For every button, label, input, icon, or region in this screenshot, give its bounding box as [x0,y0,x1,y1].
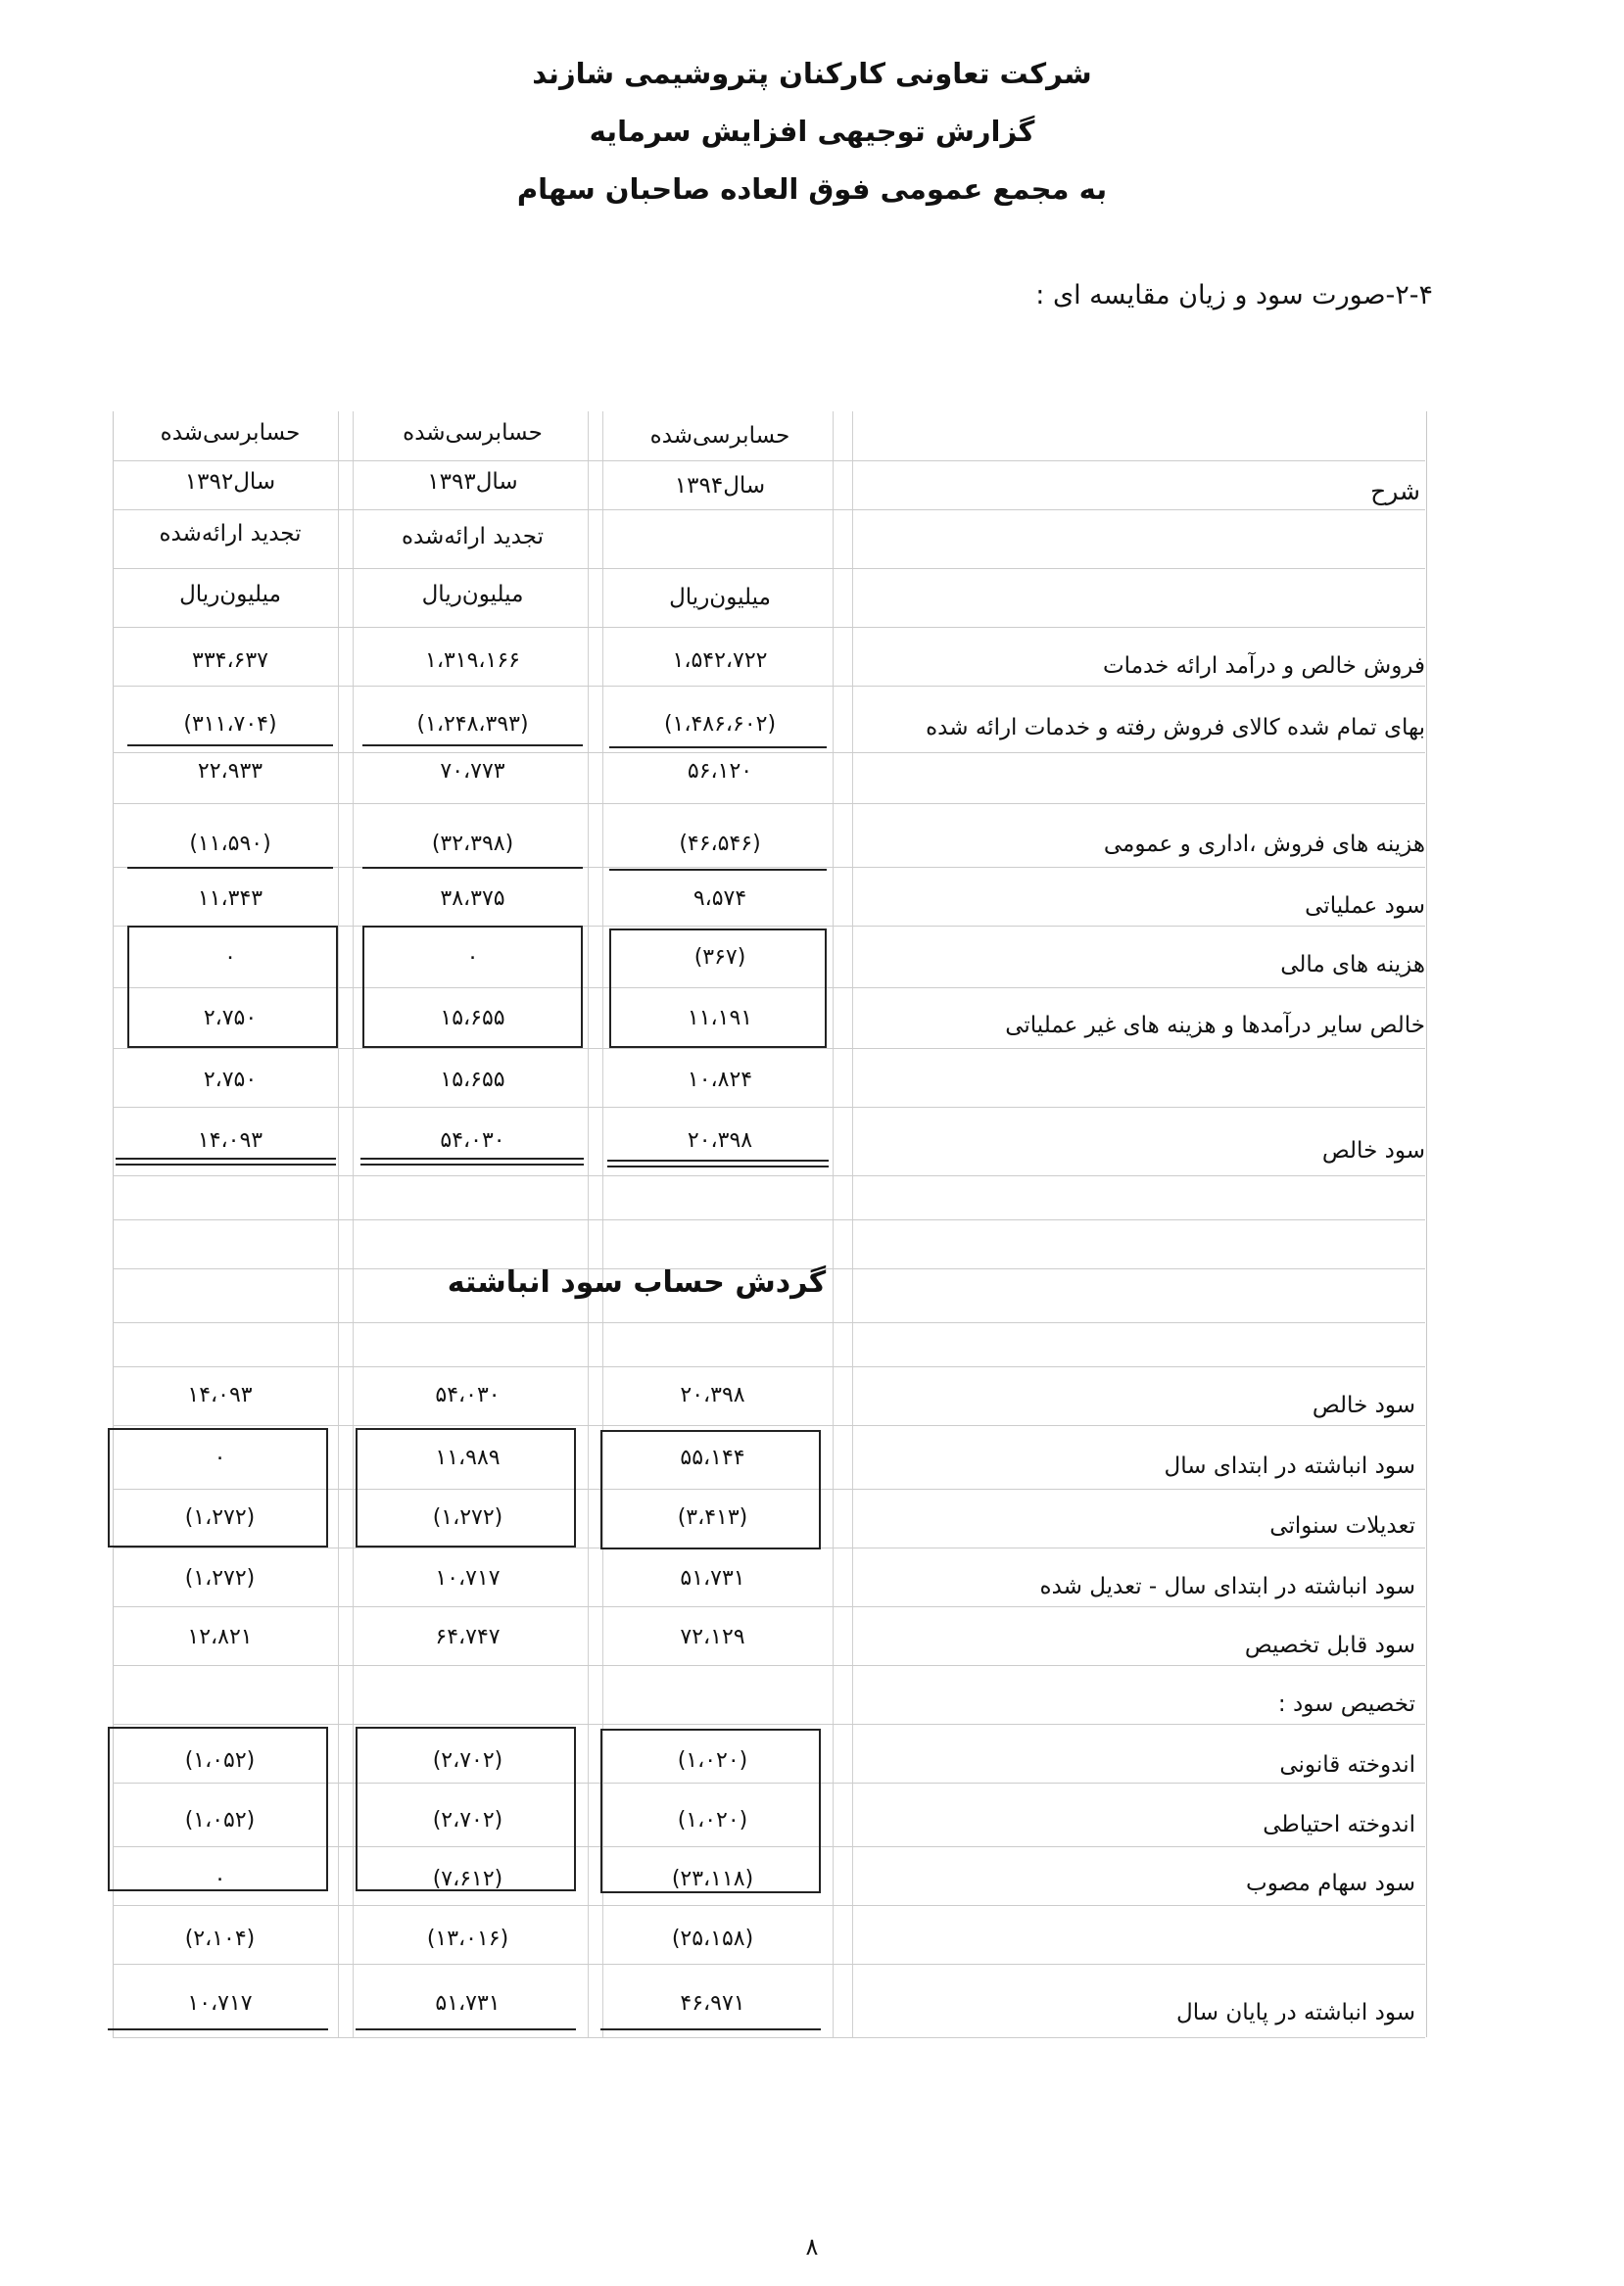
row-value: (۱،۲۷۲) [184,1566,256,1591]
row-gridline [113,1175,1425,1176]
row-value: ۵۴،۰۳۰ [440,1128,505,1153]
row-value: ۷۲،۱۲۹ [680,1625,745,1649]
row-gridline [113,1107,1425,1108]
row-value: ۵۶،۱۲۰ [687,759,753,784]
row-gridline [113,803,1425,804]
row-value: ۱،۳۱۹،۱۶۶ [425,648,520,673]
row-gridline [113,1322,1425,1323]
row-label: اندوخته قانونی [1279,1752,1415,1778]
row-value: (۳۲،۳۹۸) [431,832,514,856]
row-value: (۲،۷۰۲) [432,1748,503,1773]
row-value: ۲،۷۵۰ [203,1006,258,1030]
row-value: ۱۵،۶۵۵ [440,1068,505,1092]
column-divider [852,411,853,2037]
row-value: (۲۵،۱۵۸) [671,1927,754,1951]
description-header: شرح [1370,477,1420,505]
row-value: (۱،۴۸۶،۶۰۲) [663,712,777,737]
row-gridline [113,460,1425,461]
row-gridline [113,1905,1425,1906]
row-value: ۳۸،۳۷۵ [440,886,505,911]
row-label: سود قابل تخصیص [1244,1633,1415,1658]
row-gridline [113,1048,1425,1049]
row-gridline [113,1425,1425,1426]
page-number: ۸ [805,2233,819,2261]
row-value: ۲،۷۵۰ [203,1068,258,1092]
row-gridline [113,1964,1425,1965]
column-divider [338,411,339,2037]
row-label: سود عملیاتی [1305,893,1425,919]
column-divider [588,411,589,2037]
row-value: ۲۰،۳۹۸ [680,1383,745,1407]
row-value: ۹،۵۷۴ [693,886,747,911]
col-header-year-1393: سال۱۳۹۳ [427,469,518,495]
report-title: گزارش توجیهی افزایش سرمایه [589,115,1035,148]
row-gridline [113,1366,1425,1367]
row-value: ۵۴،۰۳۰ [435,1383,501,1407]
row-value: (۴۶،۵۴۶) [679,832,761,856]
row-value: (۱۳،۰۱۶) [426,1927,509,1951]
row-value: ۴۶،۹۷۱ [680,1991,745,2016]
row-value: (۳۶۷) [693,945,746,970]
row-value: ۰ [224,945,236,970]
row-value: ۰ [214,1867,226,1891]
total-line [600,2028,821,2030]
row-gridline [113,1665,1425,1666]
row-value: (۱،۲۷۲) [432,1505,503,1530]
row-label: سود سهام مصوب [1246,1871,1415,1896]
col-header-year-1392: سال۱۳۹۲ [184,469,276,495]
row-value: (۳،۴۱۳) [677,1505,748,1530]
row-label: سود خالص [1312,1393,1415,1418]
subtotal-line [609,869,827,871]
row-value: ۱۴،۰۹۳ [187,1383,253,1407]
retained-earnings-title: گردش حساب سود انباشته [447,1265,827,1300]
subtotal-line [362,744,583,746]
row-gridline [113,568,1425,569]
col-header-audit-1393: حسابرسی‌شده [403,420,543,446]
row-value: (۱،۰۲۰) [677,1808,748,1833]
row-value: ۱۰،۷۱۷ [435,1566,501,1591]
company-name: شرکت تعاونی کارکنان پتروشیمی شازند [532,57,1092,90]
row-label: فروش خالص و درآمد ارائه خدمات [1103,653,1425,679]
row-label: تعدیلات سنواتی [1269,1513,1415,1539]
row-value: ۱۱،۹۸۹ [435,1446,501,1470]
row-label: هزینه های فروش ،اداری و عمومی [1103,832,1425,857]
row-label: سود انباشته در ابتدای سال [1164,1453,1415,1479]
row-gridline [113,1606,1425,1607]
row-value: (۲،۱۰۴) [184,1927,256,1951]
row-value: (۱،۲۴۸،۳۹۳) [416,712,529,737]
total-double-line [607,1160,829,1167]
row-label: سود انباشته در پایان سال [1176,2000,1415,2025]
row-value: ۰ [214,1446,226,1470]
total-line [356,2028,576,2030]
row-gridline [113,2037,1425,2038]
subtotal-line [127,867,333,869]
subtotal-line [362,867,583,869]
report-audience: به مجمع عمومی فوق العاده صاحبان سهام [516,172,1108,206]
row-value: ۷۰،۷۷۳ [440,759,505,784]
row-value: ۱۵،۶۵۵ [440,1006,505,1030]
col-header-audit-1392: حسابرسی‌شده [160,420,301,446]
column-divider [833,411,834,2037]
row-value: ۱۴،۰۹۳ [197,1128,263,1153]
col-header-audit-1394: حسابرسی‌شده [649,423,790,449]
row-value: (۲،۷۰۲) [432,1808,503,1833]
row-label: سود خالص [1321,1138,1425,1164]
section-heading: ۲-۴-صورت سود و زیان مقایسه ای : [1035,280,1433,310]
row-value: ۱۱،۳۴۳ [197,886,263,911]
row-label: بهای تمام شده کالای فروش رفته و خدمات ارائه شده [926,715,1425,740]
row-label: خالص سایر درآمدها و هزینه های غیر عملیاتی [1005,1013,1425,1038]
row-value: ۲۰،۳۹۸ [687,1128,753,1153]
row-gridline [113,1724,1425,1725]
row-value: (۷،۶۱۲) [432,1867,503,1891]
row-gridline [113,1219,1425,1220]
row-value: ۰ [466,945,479,970]
row-value: ۵۵،۱۴۴ [680,1446,745,1470]
row-value: ۵۱،۷۳۱ [680,1566,745,1591]
row-label: هزینه های مالی [1280,952,1425,977]
row-value: ۶۴،۷۴۷ [435,1625,501,1649]
row-gridline [113,627,1425,628]
row-value: (۱۱،۵۹۰) [189,832,271,856]
col-header-unit-1394: میلیون‌ریال [669,585,771,610]
row-label: سود انباشته در ابتدای سال - تعدیل شده [1039,1574,1415,1599]
row-label: تخصیص سود : [1277,1691,1415,1717]
col-header-unit-1393: میلیون‌ریال [421,582,524,607]
row-label: اندوخته احتیاطی [1263,1812,1415,1837]
row-value: ۱۰،۸۲۴ [687,1068,753,1092]
total-line [108,2028,328,2030]
row-value: ۳۳۴،۶۳۷ [192,648,268,673]
row-value: ۱،۵۴۲،۷۲۲ [672,648,768,673]
col-header-year-1394: سال۱۳۹۴ [674,473,766,499]
row-value: (۱،۰۲۰) [677,1748,748,1773]
row-value: ۱۲،۸۲۱ [187,1625,253,1649]
col-header-unit-1392: میلیون‌ریال [179,582,281,607]
row-value: (۱،۰۵۲) [184,1748,256,1773]
row-value: (۱،۲۷۲) [184,1505,256,1530]
column-divider [353,411,354,2037]
subtotal-line [609,746,827,748]
row-gridline [113,686,1425,687]
col-header-restated-1392: تجدید ارائه‌شده [159,521,302,547]
row-value: (۱،۰۵۲) [184,1808,256,1833]
row-value: ۲۲،۹۳۳ [197,759,263,784]
subtotal-line [127,744,333,746]
row-value: (۲۳،۱۱۸) [671,1867,754,1891]
row-value: ۱۱،۱۹۱ [687,1006,753,1030]
col-header-restated-1393: تجدید ارائه‌شده [401,524,545,549]
row-value: (۳۱۱،۷۰۴) [183,712,277,737]
row-value: ۵۱،۷۳۱ [435,1991,501,2016]
row-value: ۱۰،۷۱۷ [187,1991,253,2016]
